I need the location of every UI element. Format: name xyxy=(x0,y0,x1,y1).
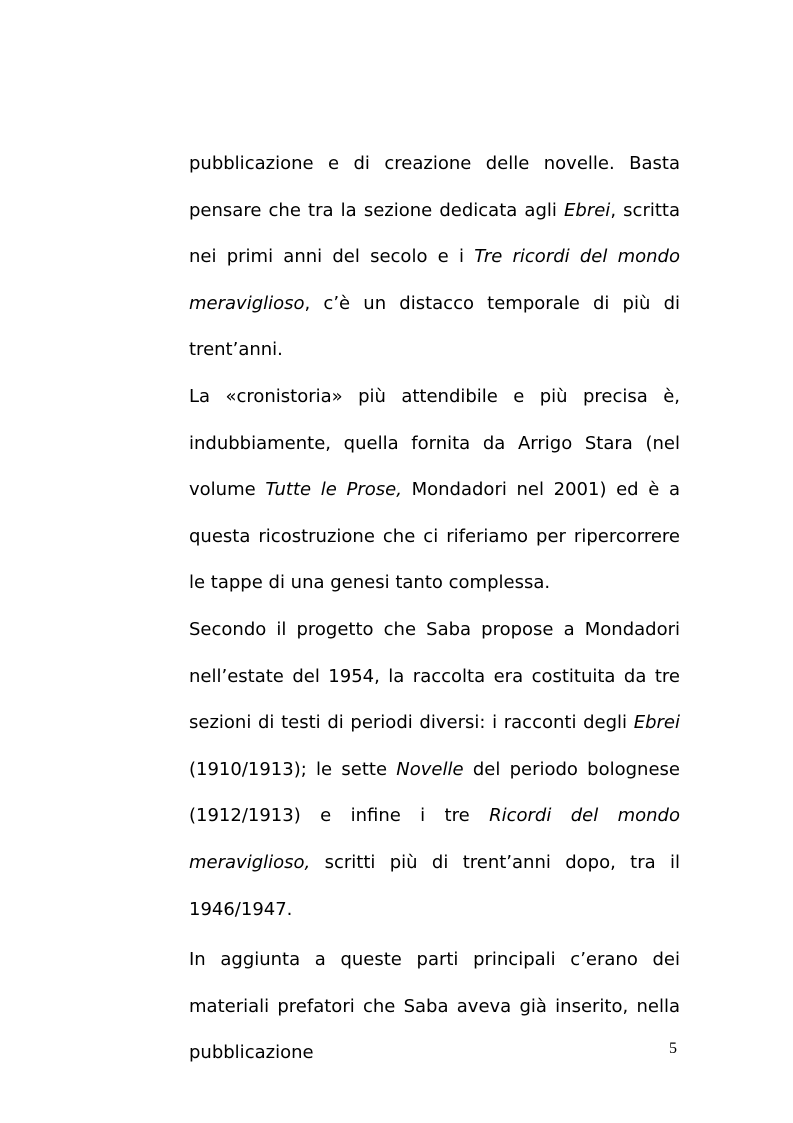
text-run: (1910/1913); le sette xyxy=(189,758,397,780)
text-run: scritti più di trent’anni dopo, tra il 1946/1947. xyxy=(189,851,680,920)
page-number: 5 xyxy=(669,1040,677,1057)
body-text xyxy=(189,141,680,1077)
text-run: , c’è un distacco temporale di più di trent’anni. xyxy=(189,292,680,361)
italic-run: Tre ricordi del mondo meraviglioso xyxy=(189,246,680,314)
text-run: La «cronistoria» più attendibile e più precisa è, indubbiamente, quella fornita da Arrigo Stara (nel volume xyxy=(189,385,680,501)
italic-run: Ebrei xyxy=(633,712,680,734)
text-run: Mondadori nel 2001) ed è a questa ricostruzione che ci riferiamo per ripercorrere le tappe di una genesi tanto complessa. xyxy=(189,479,681,594)
italic-run: Ricordi del mondo meraviglioso, xyxy=(189,805,680,873)
italic-run: Ebrei xyxy=(564,199,611,221)
paragraph xyxy=(189,607,680,933)
text-run: del periodo bolognese (1912/1913) e infine i tre xyxy=(189,758,680,827)
text-run: , scritta nei primi anni del secolo e i xyxy=(189,199,680,268)
italic-run: Novelle xyxy=(396,758,464,780)
paragraph xyxy=(189,374,680,607)
italic-run: Tutte le Prose, xyxy=(265,479,402,501)
paragraph xyxy=(189,141,680,374)
text-run: pubblicazione e di creazione delle novelle. Basta pensare che tra la sezione dedicata agli xyxy=(189,153,680,221)
text-run: In aggiunta a queste parti principali c’erano dei materiali prefatori che Saba aveva già inserito, nella pubblicazione xyxy=(189,949,680,1064)
paragraph xyxy=(189,937,680,1077)
text-run: Secondo il progetto che Saba propose a Mondadori nell’estate del 1954, la raccolta era costituita da tre sezioni di testi di periodi diversi: i racconti degli xyxy=(189,618,680,734)
